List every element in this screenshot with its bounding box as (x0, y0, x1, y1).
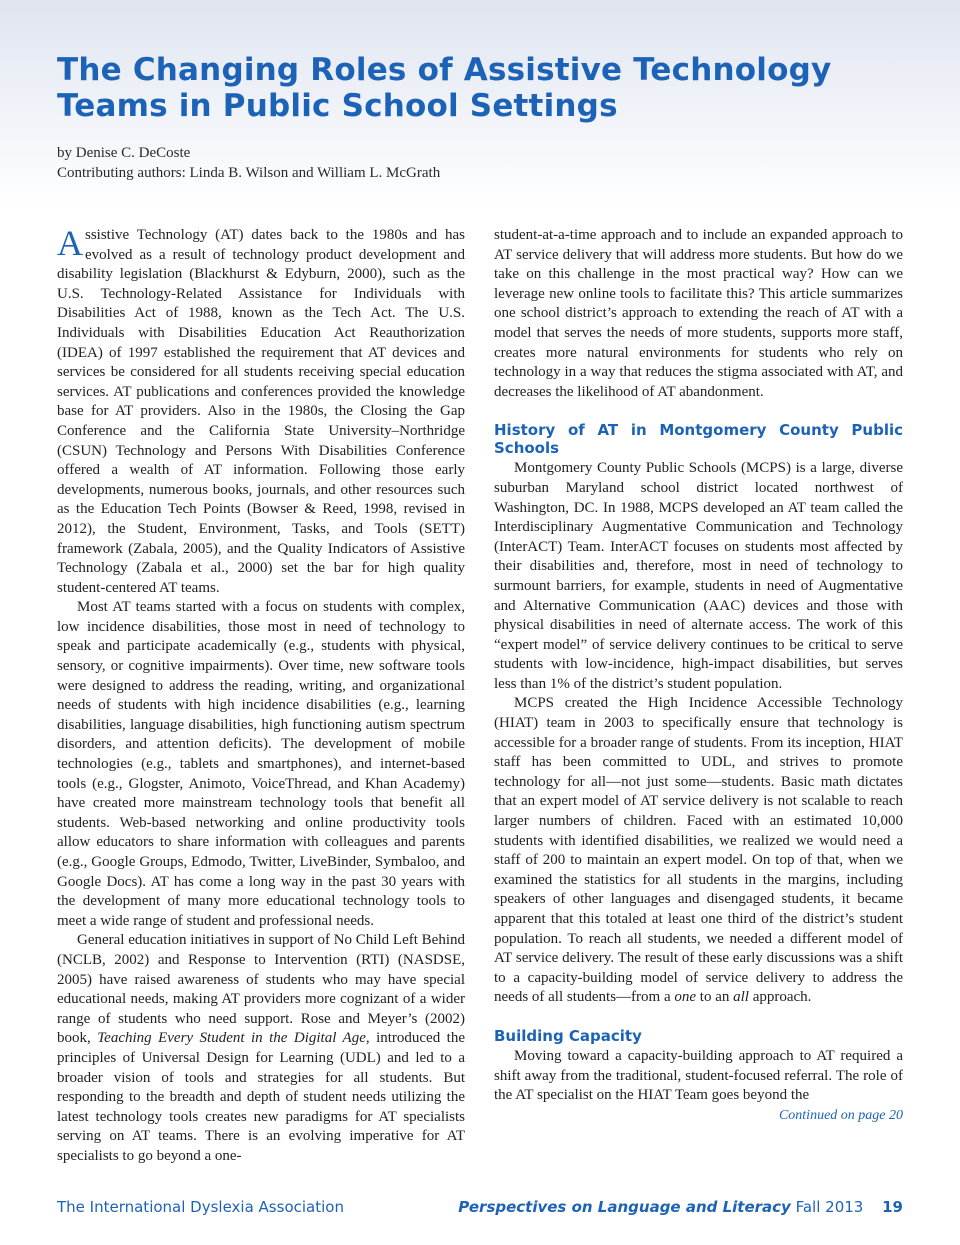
byline-block (57, 143, 440, 183)
paragraph-mcps: Montgomery County Public Schools (MCPS) is a large, diverse suburban Maryland school district located northwest of Washington, DC. In 1988, MCPS developed an AT team called the Interdisciplinary Augmentative Communication and Technology (InterACT) Team. InterACT focuses on students most affected by their disabilities and, therefore, most in need of technology to surmount barriers, for example, students in need of Augmentative and Alternative Communication (AAC) devices and those with physical disabilities in need of alternate access. The work of this “expert model” of service delivery continues to be critical to serve students with low-incidence, high-impact disabilities, but serves less than 1% of the district’s student population. (494, 460, 903, 692)
intro-text: ssistive Technology (AT) dates back to the 1980s and has evolved as a result of technology product development and disability legislation (Blackhurst & Edyburn, 2000), such as the U.S. Technology-Related Assistance for Individuals with Disabilities Act of 1988, known as the Tech Act. The U.S. Individuals with Disabilities Education Act Reauthorization (IDEA) of 1997 established the requirement that AT devices and services be considered for all students receiving special education services. AT publications and conferences provided the knowledge base for AT providers. Also in the 1980s, the Closing the Gap Conference and the California State University–Northridge (CSUN) Technology and Persons With Disabilities Conference offered a wealth of AT information. Following those early developments, numerous books, journals, and other resources such as the Education Tech Points (Bowser & Reed, 1998, revised in 2012), the Student, Environment, Tasks, and Tools (SETT) framework (Zabala, 2005), and the Quality Indicators of Assistive Technology (Zabala et al., 2000) set the bar for high quality student-centered AT teams. (57, 227, 465, 596)
author-byline: by Denise C. DeCoste (57, 145, 191, 161)
intro-paragraph (57, 223, 465, 598)
footer-publication (458, 1198, 903, 1216)
paragraph-hiat: MCPS created the High Incidence Accessible Technology (HIAT) team in 2003 to specifically ensure that technology is accessible for a broader range of students. From its inception, HIAT staff has been committed to UDL, and strives to promote technology for all—not just some—students. Basic math dictates that an expert model of AT service delivery is not scalable to reach larger numbers of children. Faced with an estimated 10,000 students with identified disabilities, we realized we would need a staff of 200 to maintain an expert model. On top of that, when we examined the statistics for all students in the margins, including speakers of other languages and disengaged students, it became apparent that this totaled at least one third of the district’s student population. To reach all students, we needed a different model of AT service delivery. The result of these early discussions was a shift to a capacity-building model of service delivery to address the needs of all students—from a one to an all approach. (494, 695, 903, 1006)
section-heading-history: History of AT in Montgomery County Public Schools (494, 421, 903, 458)
paragraph-capacity: Moving toward a capacity-building approach to AT required a shift away from the traditional, student-focused referral. The role of the AT specialist on the HIAT Team goes beyond the (494, 1047, 903, 1104)
paragraph-general-education: General education initiatives in support of No Child Left Behind (NCLB, 2002) and Response to Intervention (RTI) (NASDSE, 2005) have raised awareness of students who may have special educational needs, making AT providers more cognizant of a wider range of students who need support. Rose and Meyer’s (2002) book, Teaching Every Student in the Digital Age, introduced the principles of Universal Design for Learning (UDL) and led to a broader vision of tools and strategies for all students. But responding to the breadth and depth of student needs utilizing the latest technology tools creates new paradigms for AT specialists serving on AT teams. There is an evolving imperative for AT specialists to go beyond a one- (57, 932, 465, 1164)
publication-name: Perspectives on Language and Literacy (458, 1198, 791, 1216)
paragraph-at-teams: Most AT teams started with a focus on students with complex, low incidence disabilities, those most in need of technology to speak and participate academically (e.g., students with physical, sensory, or cognitive impairments). Over time, new software tools were designed to address the reading, writing, and organizational needs of students with high incidence disabilities (e.g., learning disabilities, language disabilities, high functioning autism spectrum disorders, and attention deficits). The development of mobile technologies (e.g., tablets and smartphones), and internet-based tools (e.g., Glogster, Animoto, VoiceThread, and Khan Academy) have created more mainstream technology tools that benefit all students. Web-based networking and online productivity tools allow educators to share information with colleagues and parents (e.g., Google Groups, Edmodo, Twitter, LiveBinder, Symbaloo, and Google Docs). AT has come a long way in the past 30 years with the development of many more educational technology tools to meet a wide range of student and professional needs. (57, 599, 465, 929)
right-column (494, 226, 903, 1126)
book-title: Teaching Every Student in the Digital Age (97, 1030, 366, 1047)
paragraph-continuation: student-at-a-time approach and to include an expanded approach to AT service delivery that will address more students. But how do we take on this challenge in the most practical way? How can we leverage new online tools to facilitate this? This article summarizes one school district’s approach to extending the reach of AT with a model that serves the needs of more students, supports more staff, creates more natural environments for students who rely on technology in a way that reduces the stigma associated with AT, and decreases the likelihood of AT abandonment. (494, 227, 903, 400)
footer-organization: The International Dyslexia Association (57, 1198, 344, 1216)
contributing-authors: Contributing authors: Linda B. Wilson and William L. McGrath (57, 165, 441, 181)
issue-date: Fall 2013 (795, 1198, 864, 1216)
drop-cap: A (57, 223, 83, 263)
article-title: The Changing Roles of Assistive Technology Teams in Public School Settings (57, 52, 832, 124)
section-heading-capacity: Building Capacity (494, 1026, 642, 1045)
continued-note: Continued on page 20 (778, 1107, 903, 1123)
left-column (57, 223, 465, 1167)
page-number: 19 (882, 1198, 903, 1216)
